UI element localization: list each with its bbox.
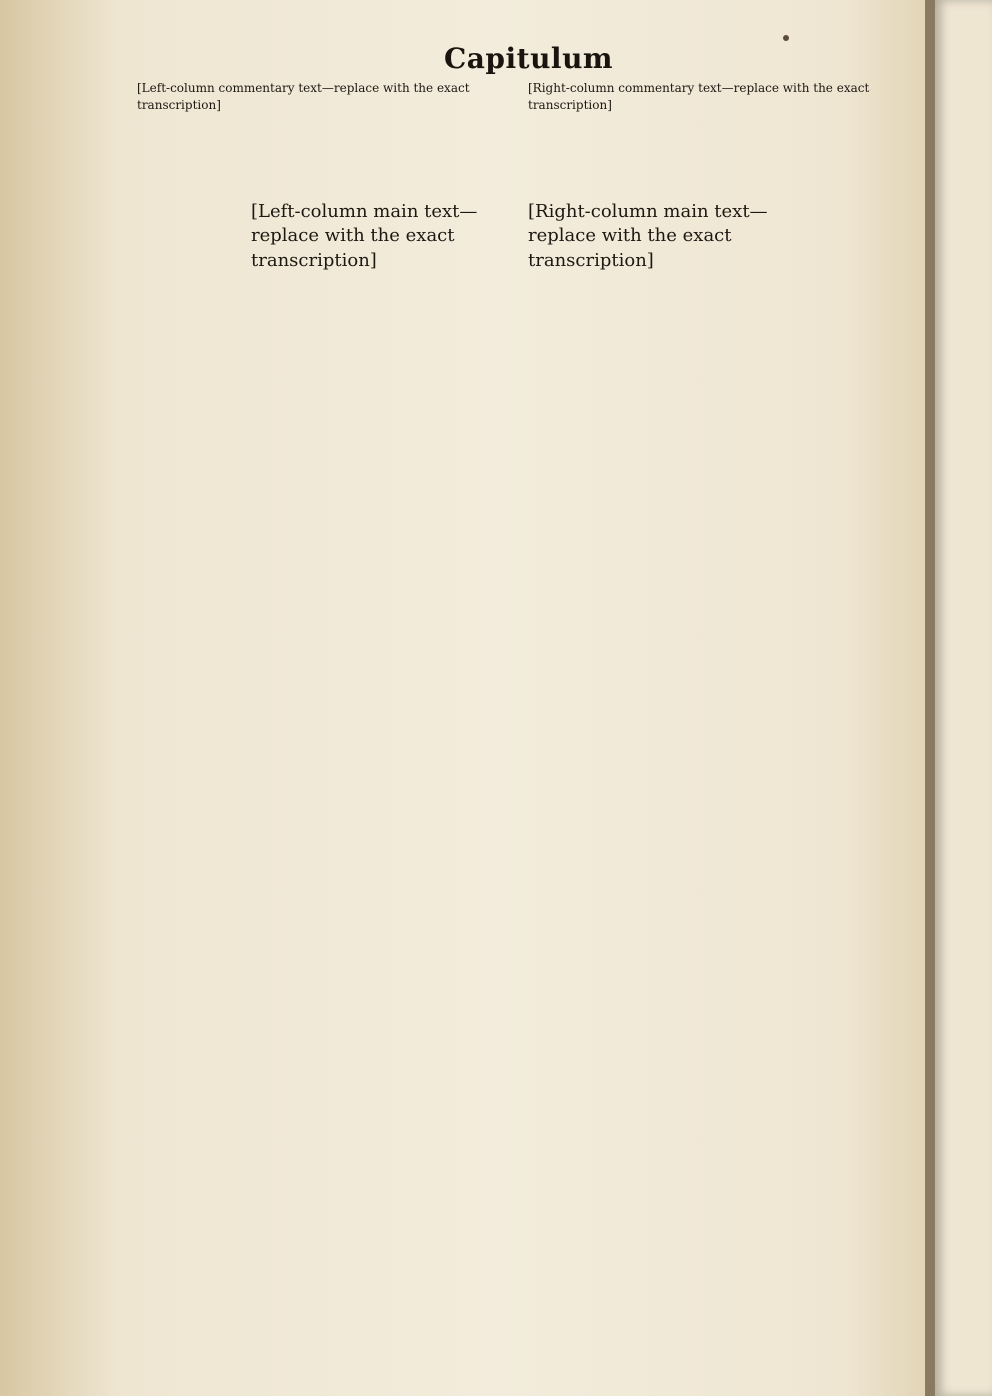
ink-spot	[783, 35, 789, 41]
right-gloss-block: [Right-column commentary text—replace with the exact transcription]	[528, 81, 874, 113]
page-edge	[925, 0, 935, 1396]
page-header: Capitulum	[444, 42, 614, 75]
right-main-text-block: [Right-column main text—replace with the exact transcription]	[528, 201, 768, 271]
left-main-text-block: [Left-column main text—replace with the exact transcription]	[251, 201, 478, 271]
left-gloss-block: [Left-column commentary text—replace with the exact transcription]	[137, 81, 474, 113]
next-page-strip	[935, 0, 992, 1396]
